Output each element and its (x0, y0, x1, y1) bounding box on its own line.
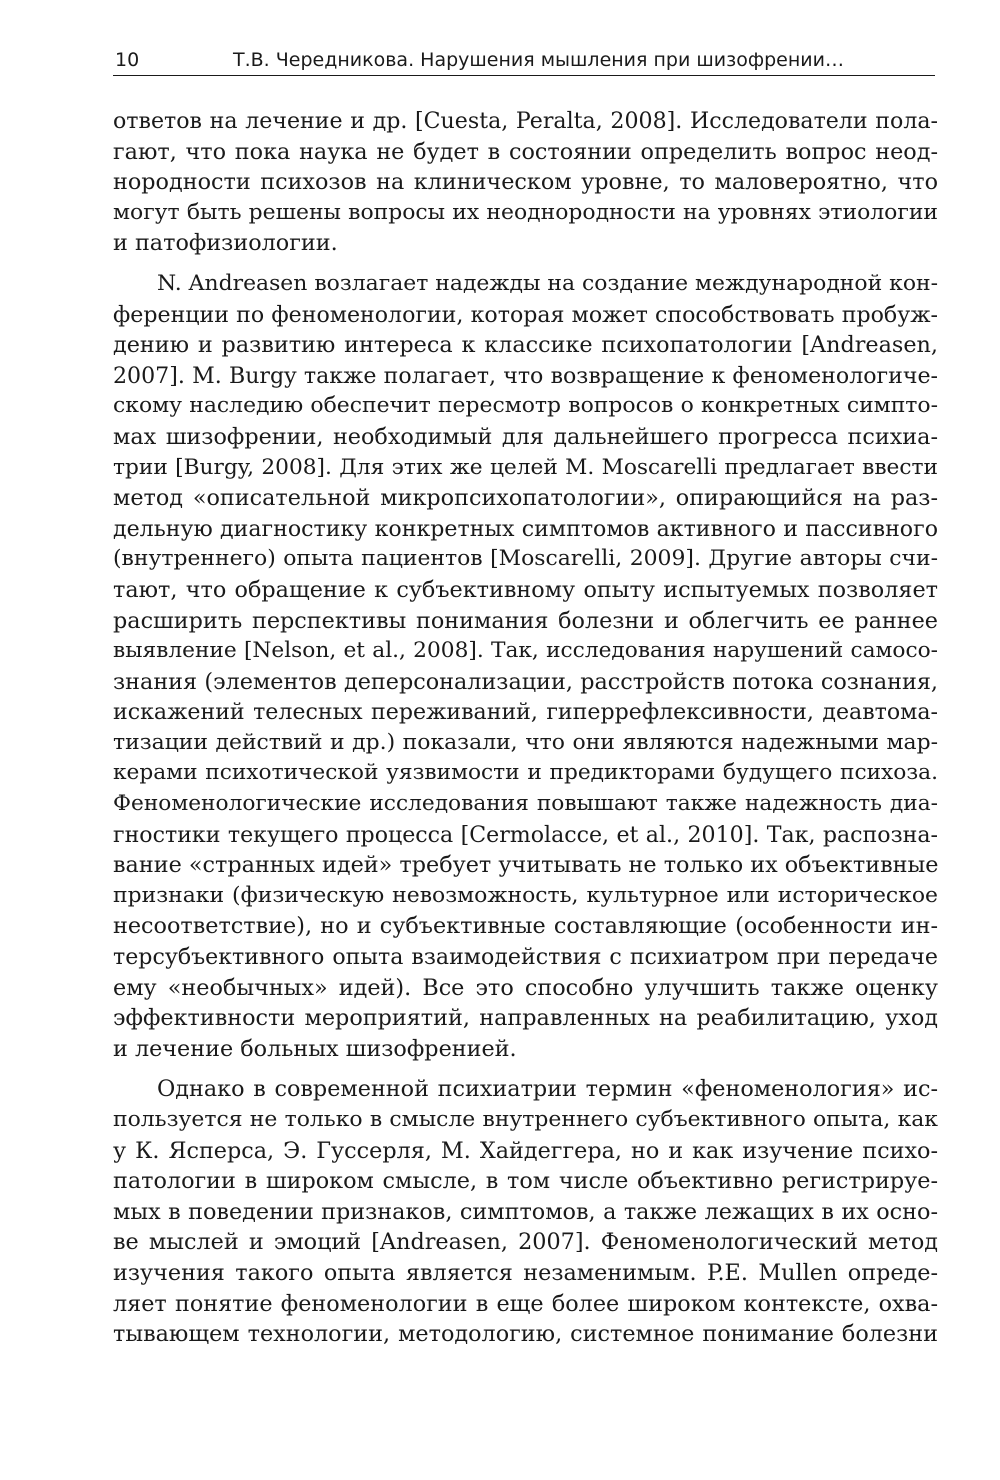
text-line: мых в поведении признаков, симптомов, а также лежащих в их осно- (113, 1198, 938, 1225)
text-line: тывающем технологии, методологию, системное понимание болезни (113, 1321, 938, 1348)
paragraph-andreasen (113, 269, 938, 1064)
text-line: вание «странных идей» требует учитывать не только их объективные (113, 852, 938, 879)
text-line: гают, что пока наука не будет в состоянии определить вопрос неод- (113, 138, 938, 165)
text-line: патологии в широком смысле, в том числе объективно регистрируе- (113, 1168, 938, 1195)
text-line: гностики текущего процесса [Cermolacce, et al., 2010]. Так, распозна- (113, 821, 938, 848)
running-head (113, 44, 935, 76)
paragraph-continued (113, 106, 938, 259)
text-line: несоответствие), но и субъективные составляющие (особенности ин- (113, 913, 938, 940)
text-line: мах шизофрении, необходимый для дальнейшего прогресса психиа- (113, 423, 938, 450)
text-line: тают, что обращение к субъективному опыту испытуемых позволяет (113, 576, 938, 603)
text-line: расширить перспективы понимания болезни и облегчить ее раннее (113, 607, 938, 634)
text-line: и патофизиологии. (113, 230, 338, 257)
paragraph-spacing (113, 259, 938, 269)
text-line: могут быть решены вопросы их неоднородности на уровнях этиологии (113, 199, 938, 225)
text-line: ференции по феноменологии, которая может способствовать пробуж- (113, 301, 938, 328)
text-line: искажений телесных переживаний, гиперрефлексивности, деавтома- (113, 699, 938, 726)
text-line: ответов на лечение и др. [Cuesta, Peralta, 2008]. Исследователи пола- (113, 108, 938, 134)
text-line: у К. Ясперса, Э. Гуссерля, М. Хайдеггера, но и как изучение психо- (113, 1137, 938, 1164)
text-line: 2007]. M. Burgy также полагает, что возвращение к феноменологиче- (113, 362, 938, 389)
text-line: изучения такого опыта является незаменимым. P.E. Mullen опреде- (113, 1259, 938, 1286)
text-line: Феноменологические исследования повышают также надежность диа- (113, 791, 938, 817)
paragraph-phenomenology (113, 1074, 938, 1349)
text-line: выявление [Nelson, et al., 2008]. Так, исследования нарушений самосо- (113, 638, 938, 664)
text-line: Однако в современной психиатрии термин «феноменология» ис- (157, 1076, 938, 1103)
text-line: ему «необычных» идей). Все это способно улучшить также оценку (113, 974, 938, 1001)
text-line: нородности психозов на клиническом уровне, то маловероятно, что (113, 169, 938, 196)
text-line: знания (элементов деперсонализации, расстройств потока сознания, (113, 668, 938, 695)
text-line: терсубъективного опыта взаимодействия с психиатром при передаче (113, 944, 938, 971)
text-line: ве мыслей и эмоций [Andreasen, 2007]. Феноменологический метод (113, 1229, 938, 1256)
text-line: трии [Burgy, 2008]. Для этих же целей M. Moscarelli предлагает ввести (113, 454, 938, 480)
page-number: 10 (115, 49, 140, 71)
text-line: метод «описательной микропсихопатологии», опирающийся на раз- (113, 485, 938, 512)
text-line: ляет понятие феноменологии в еще более широком контексте, охва- (113, 1290, 938, 1317)
running-title: Т.В. Чередникова. Нарушения мышления при шизофрении… (233, 49, 844, 71)
text-line: тизации действий и др.) показали, что они являются надежными мар- (113, 729, 938, 755)
text-line: эффективности мероприятий, направленных на реабилитацию, уход (113, 1005, 938, 1032)
text-line: дельную диагностику конкретных симптомов активного и пассивного (113, 515, 938, 542)
text-line: N. Andreasen возлагает надежды на создание международной кон- (157, 270, 938, 296)
text-line: признаки (физическую невозможность, культурное или историческое (113, 882, 938, 908)
text-line: (внутреннего) опыта пациентов [Moscarelli, 2009]. Другие авторы счи- (113, 546, 938, 572)
paragraph-spacing (113, 1064, 938, 1074)
text-line: скому наследию обеспечит пересмотр вопросов о конкретных симпто- (113, 393, 938, 419)
text-line: керами психотической уязвимости и предикторами будущего психоза. (113, 760, 938, 786)
header-rule (113, 75, 935, 76)
text-line: дению и развитию интереса к классике психопатологии [Andreasen, (113, 332, 938, 359)
text-line: пользуется не только в смысле внутреннего субъективного опыта, как (113, 1107, 938, 1132)
text-line: и лечение больных шизофренией. (113, 1035, 517, 1062)
body-text (113, 106, 938, 1350)
